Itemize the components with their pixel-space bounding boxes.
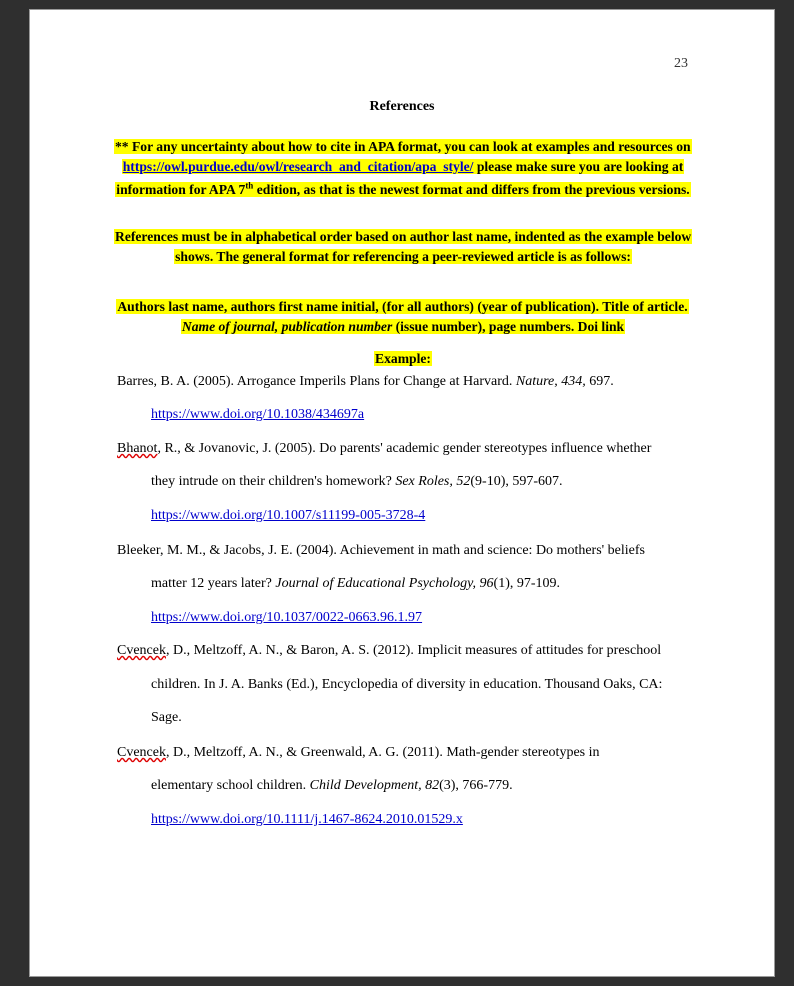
doi-link[interactable]: https://www.doi.org/10.1038/434697a bbox=[151, 407, 365, 422]
example-label: Example: bbox=[375, 351, 431, 366]
reference-line: they intrude on their children's homework? Sex Roles, 52(9-10), 597-607. bbox=[151, 474, 563, 489]
reference-doi-line bbox=[151, 610, 422, 626]
reference-doi-line bbox=[151, 407, 364, 423]
doi-link[interactable]: https://www.doi.org/10.1037/0022-0663.96.1.97 bbox=[151, 610, 423, 625]
owl-purdue-link[interactable]: https://owl.purdue.edu/owl/research_and_citation/apa_style/ bbox=[122, 158, 474, 174]
reference-line: Bhanot, R., & Jovanovic, J. (2005). Do parents' academic gender stereotypes influence whether bbox=[117, 441, 652, 456]
reference-line: Cvencek, D., Meltzoff, A. N., & Baron, A. S. (2012). Implicit measures of attitudes for preschool bbox=[117, 643, 662, 658]
doi-link[interactable]: https://www.doi.org/10.1111/j.1467-8624.2010.01529.x bbox=[151, 812, 463, 827]
misspelled-word: Cvencek bbox=[117, 643, 166, 658]
reference-line: elementary school children. Child Development, 82(3), 766-779. bbox=[151, 778, 513, 793]
note3-text-start: Authors last name, authors first name initial, (for all authors) (year of publication). Title of article. bbox=[117, 299, 688, 314]
doi-link[interactable]: https://www.doi.org/10.1007/s11199-005-3728-4 bbox=[151, 508, 426, 523]
page-number: 23 bbox=[674, 56, 688, 71]
note1-superscript: th bbox=[245, 180, 254, 191]
reference-line: matter 12 years later? Journal of Educational Psychology, 96(1), 97-109. bbox=[151, 576, 561, 591]
reference-doi-line bbox=[151, 812, 463, 828]
misspelled-word: Cvencek bbox=[117, 745, 166, 760]
note3-text-end: (issue number), page numbers. Doi link bbox=[392, 318, 625, 334]
misspelled-word: Bhanot bbox=[117, 441, 158, 456]
note1-text-start: ** For any uncertainty about how to cite in APA format, you can look at examples and resources on bbox=[115, 139, 691, 154]
reference-line: Bleeker, M. M., & Jacobs, J. E. (2004). Achievement in math and science: Do mothers' beliefs bbox=[117, 543, 646, 558]
note1-text-end: edition, as that is the newest format and differs from the previous versions. bbox=[253, 181, 690, 197]
reference-line: Cvencek, D., Meltzoff, A. N., & Greenwald, A. G. (2011). Math-gender stereotypes in bbox=[117, 745, 600, 760]
reference-doi-line bbox=[151, 508, 425, 524]
reference-line: children. In J. A. Banks (Ed.), Encyclopedia of diversity in education. Thousand Oaks, CA: bbox=[151, 677, 663, 692]
note2-text: References must be in alphabetical order based on author last name, indented as the example below shows. The general format for referencing a peer-reviewed article is as follows: bbox=[115, 229, 692, 264]
reference-line: Barres, B. A. (2005). Arrogance Imperils Plans for Change at Harvard. Nature, 434, 697. bbox=[117, 374, 614, 389]
note1-text-mid: please make sure you are looking at information for APA 7 bbox=[116, 158, 684, 197]
apa-guidance-note bbox=[114, 137, 692, 199]
document-page bbox=[29, 9, 775, 977]
references-heading: References bbox=[369, 99, 435, 114]
order-guidance-note bbox=[114, 227, 692, 266]
reference-line: Sage. bbox=[151, 710, 182, 725]
format-guidance-note bbox=[114, 297, 692, 336]
note3-italic: Name of journal, publication number bbox=[181, 318, 393, 334]
